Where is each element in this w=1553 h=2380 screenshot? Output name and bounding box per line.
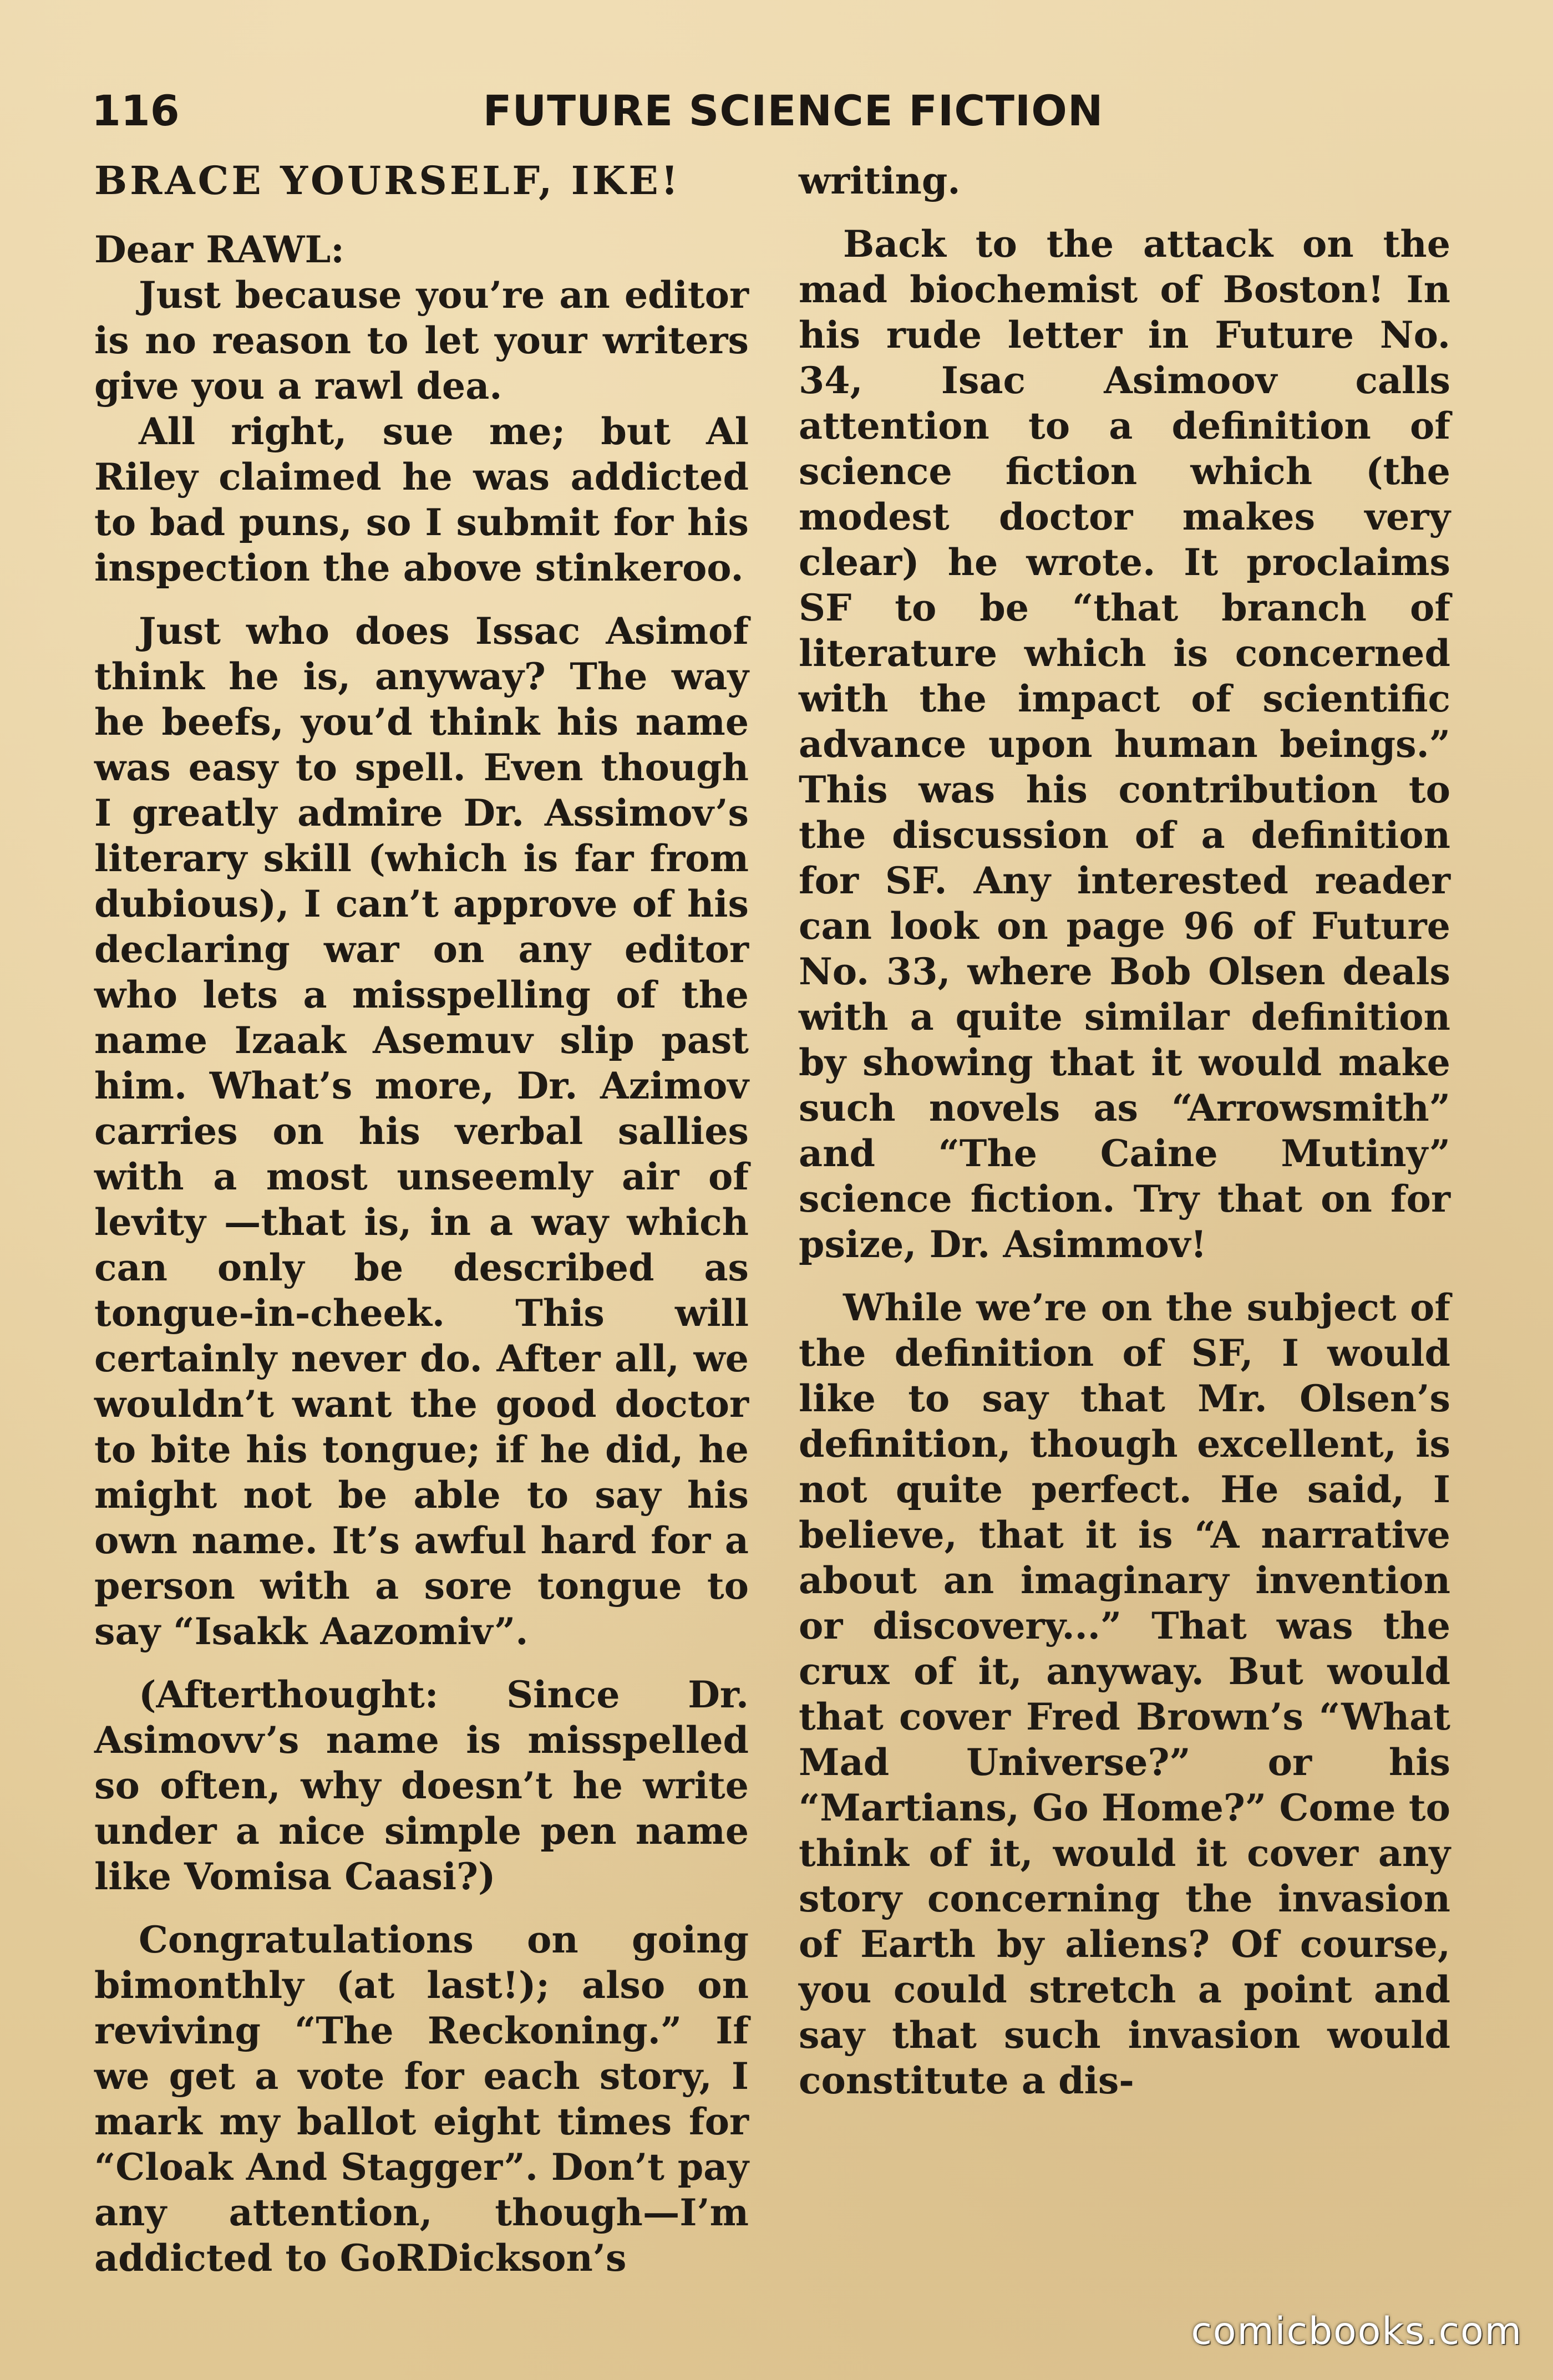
right-column	[799, 158, 1450, 2103]
paragraph: Just who does Issac Asimof think he is, anyway? The way he beefs, you’d think his name was easy to spell. Even though I greatly admire Dr. Assimov’s literary skill (which is far from dubious), I can’t approve of his declaring war on any editor who lets a misspelling of the name Izaak Asemuv slip past him. What’s more, Dr. Azimov carries on his verbal sallies with a most unseemly air of levity —that is, in a way which can only be described as tongue-in-cheek. This will certainly never do. After all, we wouldn’t want the good doctor to bite his tongue; if he did, he might not be able to say his own name. It’s awful hard for a person with a sore tongue to say “Isakk Aazomiv”.	[94, 609, 749, 1653]
page-header	[92, 83, 1461, 139]
watermark: comicbooks.com	[1191, 2310, 1522, 2353]
paragraph-continued: Congratulations on going bimonthly (at last!); also on reviving “The Reckoning.” If we get a vote for each story, I mark my ballot eight times for “Cloak And Stagger”. Don’t pay any attention, though—I’m addicted to GoRDickson’s	[94, 1918, 749, 2280]
running-title: FUTURE SCIENCE FICTION	[483, 86, 1104, 135]
paragraph: All right, sue me; but Al Riley claimed he was addicted to bad puns, so I submit for his inspection the above stinkeroo.	[94, 410, 749, 589]
letter-title: BRACE YOURSELF, IKE!	[94, 157, 681, 204]
paragraph: (Afterthought: Since Dr. Asimovv’s name is misspelled so often, why doesn’t he write under a nice simple pen name like Vomisa Caasi?)	[94, 1673, 749, 1898]
page-number: 116	[92, 86, 180, 135]
left-column	[94, 158, 749, 2281]
paragraph-continuation: writing.	[799, 159, 961, 202]
paragraph: Back to the attack on the mad biochemist of Boston! In his rude letter in Future No. 34, Isac Asimoov calls attention to a definition of science fiction which (the modest doctor makes very clear) he wrote. It proclaims SF to be “that branch of literature which is concerned with the impact of scientific advance upon human beings.” This was his contribution to the discussion of a definition for SF. Any interested reader can look on page 96 of Future No. 33, where Bob Olsen deals with a quite similar definition by showing that it would make such novels as “Arrowsmith” and “The Caine Mutiny” science fiction. Try that on for psize, Dr. Asimmov!	[799, 222, 1450, 1266]
paragraph: Just because you’re an editor is no reason to let your writers give you a rawl dea.	[94, 273, 749, 408]
paragraph: While we’re on the subject of the definition of SF, I would like to say that Mr. Olsen’s definition, though excellent, is not quite perfect. He said, I believe, that it is “A narrative about an imaginary invention or discovery...” That was the crux of it, anyway. But would that cover Fred Brown’s “What Mad Universe?” or his “Martians, Go Home?” Come to think of it, would it cover any story concerning the invasion of Earth by aliens? Of course, you could stretch a point and say that such invasion would constitute a dis-	[799, 1286, 1450, 2102]
salutation: Dear RAWL:	[94, 228, 344, 271]
